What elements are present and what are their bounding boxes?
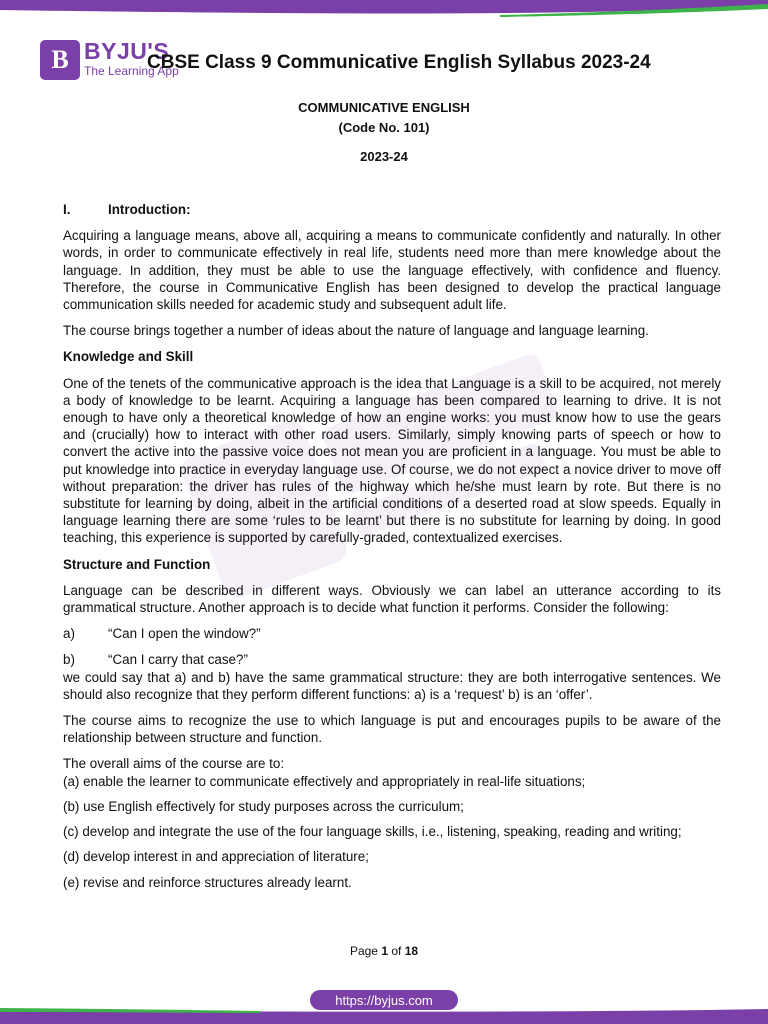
brand-tagline: The Learning App xyxy=(84,64,179,78)
website-url: https://byjus.com xyxy=(335,992,433,1008)
example-label: b) xyxy=(63,652,75,668)
example-text: “Can I carry that case?” xyxy=(108,652,248,668)
example-item xyxy=(63,651,721,668)
section-number: I. xyxy=(63,202,71,217)
bottom-decorative-bar xyxy=(0,1008,768,1024)
brand-name: BYJU'S xyxy=(84,38,170,64)
structure-paragraph-3: The course aims to recognize the use to which language is put and encourages pupils to be aware of the relationship between structure and function. xyxy=(63,713,721,746)
example-text: “Can I open the window?” xyxy=(108,626,261,642)
structure-paragraph-2: we could say that a) and b) have the same grammatical structure: they are both interrogative sentences. We should also recognize that they perform different functions: a) is a ‘request’ b) is an ‘offer’. xyxy=(63,669,721,702)
aim-item: (d) develop interest in and appreciation of literature; xyxy=(63,849,369,865)
intro-paragraph-1: Acquiring a language means, above all, acquiring a means to communicate confidently and naturally. In other words, in order to communicate effectively in real life, students need more than mere knowledge about the language. In addition, they must be able to use the language effectively, with confidence and fluency. Therefore, the course in Communicative English has been designed to develop the practical language communication skills needed for academic study and subsequent adult life. xyxy=(63,228,721,313)
document-title: CBSE Class 9 Communicative English Syllabus 2023-24 xyxy=(147,52,651,73)
subject-year: 2023-24 xyxy=(360,149,408,164)
subject-code: (Code No. 101) xyxy=(338,120,430,135)
page-current: 1 xyxy=(381,944,388,958)
example-item xyxy=(63,625,721,642)
structure-function-heading: Structure and Function xyxy=(63,556,211,572)
top-decorative-bar xyxy=(0,0,768,22)
page-prefix: Page xyxy=(349,944,378,958)
knowledge-skill-heading: Knowledge and Skill xyxy=(63,349,194,365)
intro-paragraph-2: The course brings together a number of ideas about the nature of language and language learning. xyxy=(63,323,649,339)
example-label: a) xyxy=(63,626,75,642)
aims-intro: The overall aims of the course are to: xyxy=(63,756,285,772)
logo-letter: B xyxy=(51,45,69,74)
page-number xyxy=(0,944,768,958)
knowledge-paragraph: One of the tenets of the communicative approach is the idea that Language is a skill to be acquired, not merely a body of knowledge to be learnt. Acquiring a language has been compared to learning to drive. It is not enough to have only a theoretical knowledge of how an engine works: you must know how to use the gears and (crucially) how to interact with other road users. Similarly, simply knowing parts of speech or how to convert the active into the passive voice does not mean you are proficient in a language. You must be able to put knowledge into practice in everyday language use. Of course, we do not expect a novice driver to move off without preparation: the driver has rules of the highway which he/she must learn by rote. But there is no substitute for learning by doing, albeit in the artificial conditions of a deserted road at slow speeds. Equally in language learning there are some ‘rules to be learnt’ but there is no substitute for learning by doing. In good teaching, this experience is supported by carefully-graded, contextualized exercises. xyxy=(63,375,721,546)
subject-name: COMMUNICATIVE ENGLISH xyxy=(298,100,470,115)
aim-item: (e) revise and reinforce structures already learnt. xyxy=(63,874,352,890)
page-total: 18 xyxy=(404,944,419,958)
aim-item: (c) develop and integrate the use of the four language skills, i.e., listening, speaking, reading and writing; xyxy=(63,824,682,840)
aim-item: (b) use English effectively for study purposes across the curriculum; xyxy=(63,798,464,814)
website-link[interactable] xyxy=(310,990,458,1010)
byjus-logo xyxy=(40,40,80,80)
document-body xyxy=(63,201,721,899)
introduction-heading xyxy=(63,201,721,218)
page-of: of xyxy=(391,944,402,958)
structure-paragraph-1: Language can be described in different ways. Obviously we can label an utterance according to its grammatical structure. Another approach is to decide what function it performs. Consider the following: xyxy=(63,582,721,616)
section-title: Introduction: xyxy=(108,202,191,217)
aim-item: (a) enable the learner to communicate effectively and appropriately in real-life situations; xyxy=(63,773,586,789)
